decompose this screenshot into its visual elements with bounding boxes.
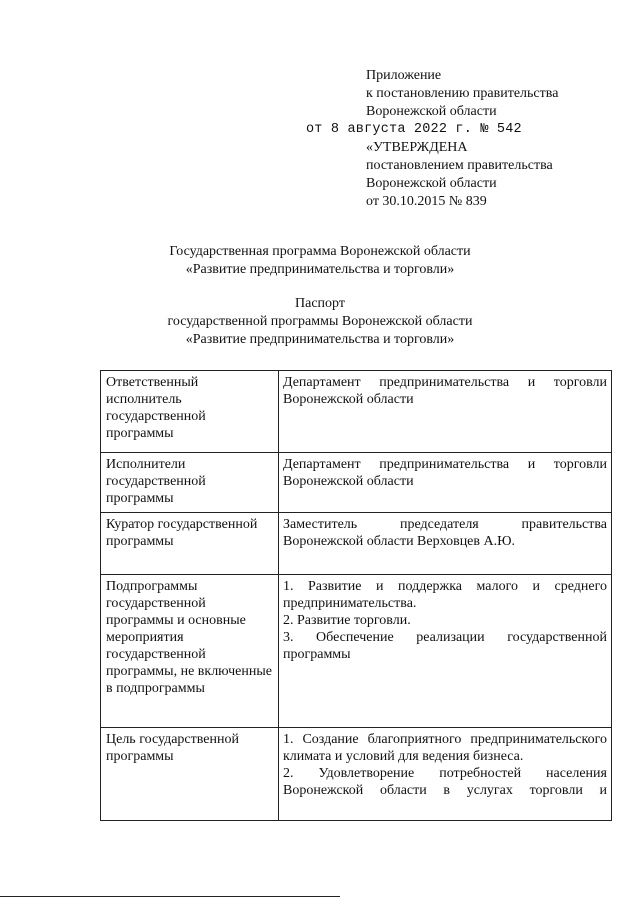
list-item: 3. Обеспечение реализации государственной программы [283, 630, 607, 662]
table-row [101, 453, 612, 513]
row-value: Департамент предпринимательства и торговли Воронежской области [279, 371, 612, 453]
row-label: Подпрограммы государственной программы и основные мероприятия государственной программы, не включенные в подпрограммы [101, 575, 279, 728]
table-row [101, 513, 612, 575]
row-label: Исполнители государственной программы [101, 453, 279, 513]
row-value: Заместитель председателя правительства Воронежской области Верховцев А.Ю. [279, 513, 612, 575]
passport-table [100, 370, 612, 821]
passport-title-line: «Развитие предпринимательства и торговли» [185, 332, 455, 347]
approval-line: постановлением правительства [366, 158, 553, 173]
row-label: Ответственный исполнитель государственной программы [101, 371, 279, 453]
program-title-line: «Развитие предпринимательства и торговли» [185, 262, 455, 277]
row-value-list [279, 575, 612, 728]
appendix-title: Приложение [366, 68, 442, 83]
approval-line: Воронежской области [366, 176, 497, 191]
table-row [101, 575, 612, 728]
list-item: 2. Удовлетворение потребностей населения Воронежской области в услугах торговли и [283, 766, 607, 798]
appendix-line: к постановлению правительства [366, 86, 559, 101]
row-value-list [279, 728, 612, 821]
list-item: 2. Развитие торговли. [283, 613, 411, 628]
appendix-block [306, 67, 559, 211]
program-title [0, 243, 640, 279]
approval-date-number: от 30.10.2015 № 839 [366, 194, 487, 209]
footnote-divider [0, 896, 340, 897]
list-item: 1. Создание благоприятного предпринимательского климата и условий для ведения бизнеса. [283, 732, 607, 764]
list-item: 1. Развитие и поддержка малого и среднего предпринимательства. [283, 579, 607, 611]
passport-title [0, 295, 640, 349]
passport-title-line: Паспорт [295, 296, 345, 311]
approval-heading: «УТВЕРЖДЕНА [366, 140, 468, 155]
appendix-date-number: от 8 августа 2022 г. № 542 [306, 122, 522, 137]
program-title-line: Государственная программа Воронежской области [169, 244, 471, 259]
row-label: Цель государственной программы [101, 728, 279, 821]
row-value: Департамент предпринимательства и торговли Воронежской области [279, 453, 612, 513]
appendix-line: Воронежской области [366, 104, 497, 119]
table-row [101, 371, 612, 453]
table-row [101, 728, 612, 821]
row-label: Куратор государственной программы [101, 513, 279, 575]
passport-title-line: государственной программы Воронежской области [167, 314, 473, 329]
